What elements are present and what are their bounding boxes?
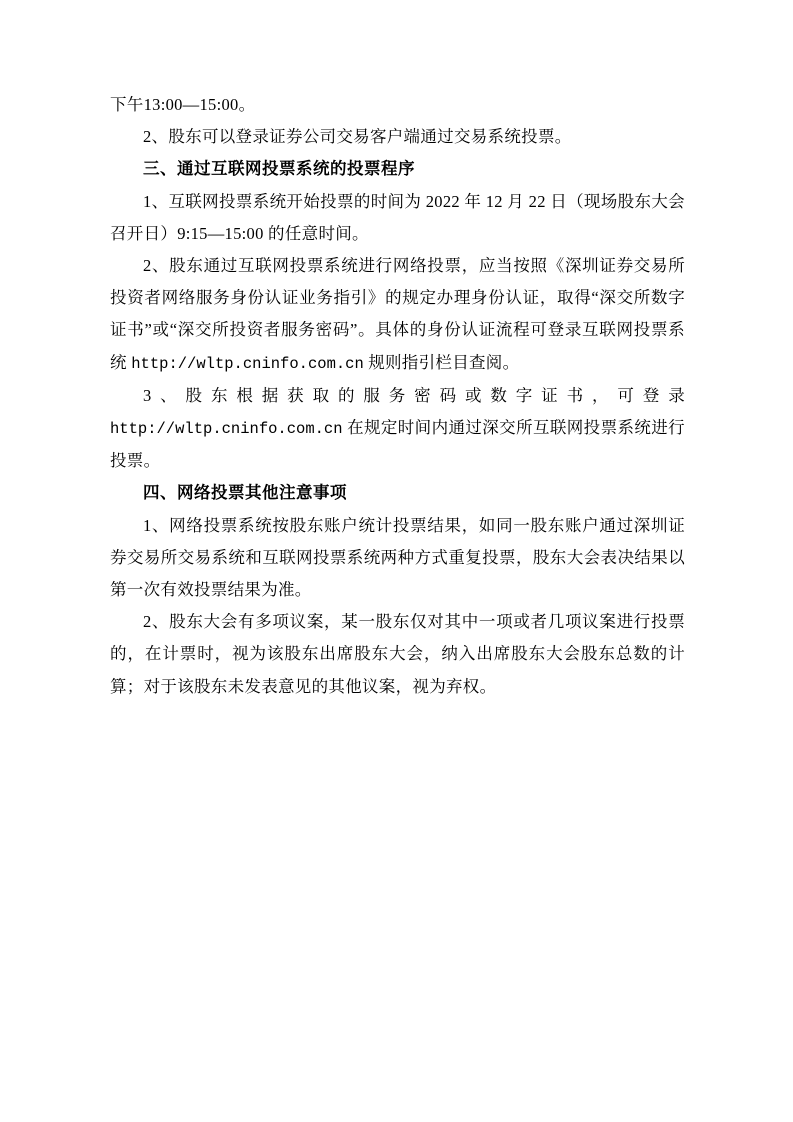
paragraph-partial-voting-rule: 2、股东大会有多项议案，某一股东仅对其中一项或者几项议案进行投票的，在计票时，视为该股东出席股东大会，纳入出席股东大会股东总数的计算；对于该股东未发表意见的其他议案，视为弃权。 xyxy=(110,612,685,696)
section-heading-internet-voting-procedure: 三、通过互联网投票系统的投票程序 xyxy=(143,160,415,179)
paragraph-voting-start-time: 1、互联网投票系统开始投票的时间为 2022 年 12 月 22 日（现场股东大会召开日）9:15—15:00 的任意时间。 xyxy=(110,191,685,243)
paragraph-text: 3、股东根据获取的服务密码或数字证书，可登录 xyxy=(143,385,685,405)
paragraph-duplicate-voting-rule: 1、网络投票系统按股东账户统计投票结果，如同一股东账户通过深圳证券交易所交易系统和互联网投票系统两种方式重复投票，股东大会表决结果以第一次有效投票结果为准。 xyxy=(110,515,685,600)
paragraph-identity-authentication xyxy=(110,250,685,380)
paragraph-text: 2、股东通过互联网投票系统进行网络投票，应当按照《深圳证券交易所投资者网络服务身份认证业务指引》的规定办理身份认证，取得“深交所数字证书”或“深交所投资者服务密码”。具体的身份认证流程可登录互联网投票系统 xyxy=(110,256,685,372)
url-text: http://wltp.cninfo.com.cn xyxy=(131,354,364,373)
paragraph-time-continuation: 下午13:00—15:00。 xyxy=(110,95,256,114)
paragraph-trading-client-voting: 2、股东可以登录证券公司交易客户端通过交易系统投票。 xyxy=(143,127,572,147)
paragraph-text: 规则指引栏目查阅。 xyxy=(363,352,520,372)
paragraph-login-voting xyxy=(110,380,685,478)
paragraph-text: 在规定时间内通过深交所互联网投票系统进行投票。 xyxy=(110,418,685,471)
section-heading-other-voting-notes: 四、网络投票其他注意事项 xyxy=(143,484,347,503)
url-text: http://wltp.cninfo.com.cn xyxy=(110,420,343,439)
document-body xyxy=(110,89,685,703)
